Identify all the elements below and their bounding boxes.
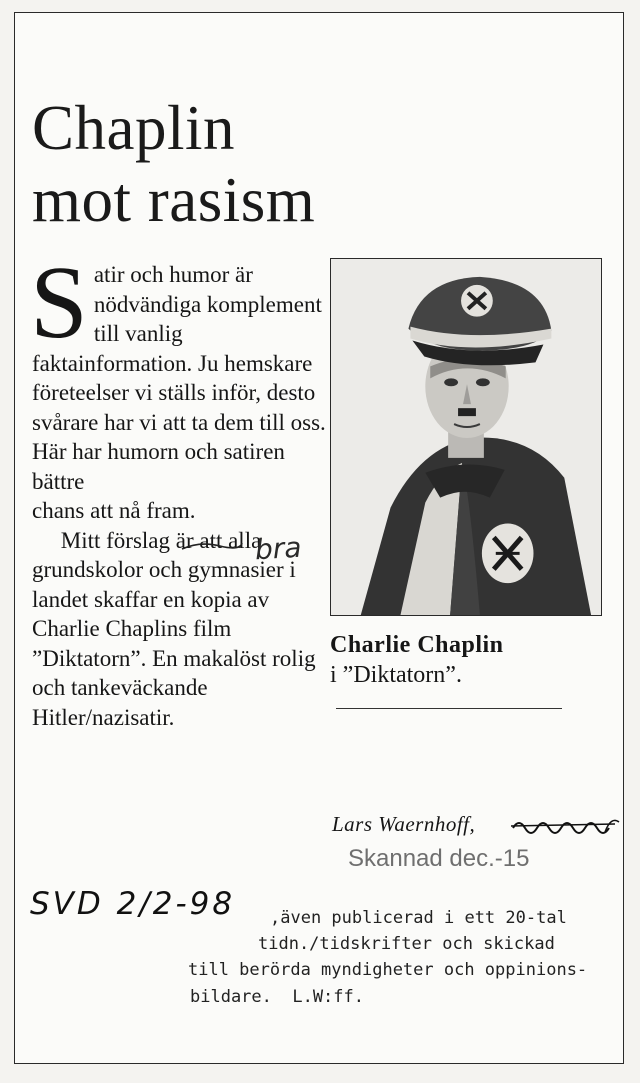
chaplin-photo <box>330 258 602 616</box>
typed-note-line-4: bildare. L.W:ff. <box>190 987 364 1007</box>
caption-divider <box>336 708 562 709</box>
dropcap: S <box>30 245 88 360</box>
article-paragraph-1: atir och humor är nödvändiga komplement till vanlig faktainformation. Ju hemskare företeelser vi ställs inför, desto svårare har vi att ta dem till oss. Här har humorn och satiren bättre <box>32 262 326 494</box>
scribbled-out-text <box>511 812 621 838</box>
scan-note: Skannad dec.-15 <box>348 845 530 872</box>
article-paragraph-1-end: chans att nå fram. <box>32 498 196 523</box>
chaplin-portrait-image <box>331 259 601 615</box>
caption-name: Charlie Chaplin <box>330 632 504 658</box>
author-signature: Lars Waernhoff, <box>332 812 476 836</box>
handwritten-correction: bra <box>254 530 303 567</box>
caption-subtitle: i ”Diktatorn”. <box>330 662 462 688</box>
headline-line-2: mot rasism <box>32 165 316 235</box>
typed-note-line-1: ,även publicerad i ett 20-tal <box>270 908 567 928</box>
headline <box>32 92 452 236</box>
typed-note-line-2: tidn./tidskrifter och skickad <box>258 934 555 954</box>
strike-through-mark <box>180 537 244 555</box>
handwritten-source-reference: SVD 2/2-98 <box>30 886 236 922</box>
article-paragraph-2: Mitt förslag är att alla grundskolor och gymnasier i landet skaffar en kopia av Charlie Chaplins film ”Diktatorn”. En makalöst rolig och tankeväckande Hitler/nazisatir. <box>32 527 316 730</box>
typed-note-line-3: till berörda myndigheter och oppinions- <box>188 960 588 980</box>
headline-line-1: Chaplin <box>32 93 235 163</box>
photo-caption <box>330 630 610 690</box>
